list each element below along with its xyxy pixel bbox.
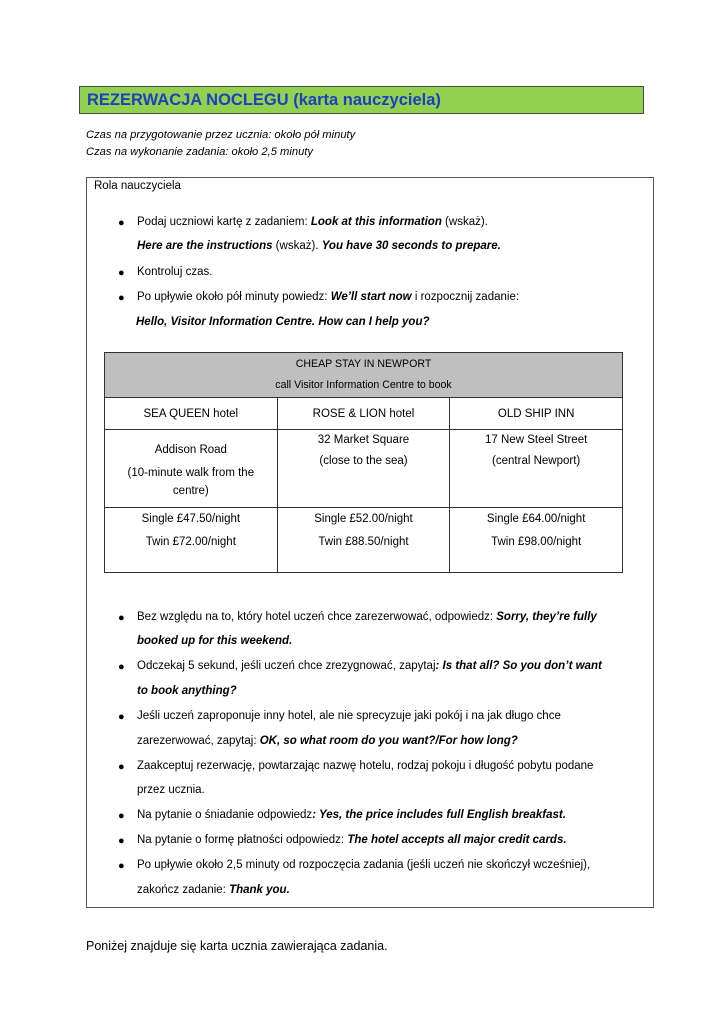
intro-bullet-1-cont: Here are the instructions (wskaż). You have 30 seconds to prepare. [137, 240, 501, 252]
bullet-icon: ● [118, 292, 125, 304]
instruction-7: Po upływie około 2,5 minuty od rozpoczęcia zadania (jeśli uczeń nie skończył wcześniej), [137, 859, 591, 871]
table-header [105, 353, 623, 398]
instruction-2: Odczekaj 5 sekund, jeśli uczeń chce zrezygnować, zapytaj: Is that all? So you don’t want [137, 660, 602, 672]
bullet-icon: ● [118, 217, 125, 229]
hotel-address: 32 Market Square (close to the sea) [277, 430, 450, 508]
instruction-2-cont: to book anything? [137, 685, 237, 697]
instruction-4: Zaakceptuj rezerwację, powtarzając nazwę hotelu, rodzaj pokoju i długość pobytu podane [137, 760, 594, 772]
bullet-icon: ● [118, 860, 125, 872]
teacher-role-box [86, 177, 654, 908]
bullet-icon: ● [118, 267, 125, 279]
bullet-icon: ● [118, 761, 125, 773]
table-subtitle: call Visitor Information Centre to book [275, 379, 452, 391]
intro-bullet-1: Podaj uczniowi kartę z zadaniem: Look at this information (wskaż). [137, 216, 488, 228]
prep-time: Czas na przygotowanie przez ucznia: około pół minuty [86, 129, 356, 141]
hotel-address: Addison Road (10-minute walk from the centre) [105, 430, 278, 508]
instruction-1: Bez względu na to, który hotel uczeń chce zarezerwować, odpowiedz: Sorry, they’re fully [137, 611, 597, 623]
intro-bullet-3: Po upływie około pół minuty powiedz: We’ll start now i rozpocznij zadanie: [137, 291, 520, 303]
page-title: REZERWACJA NOCLEGU (karta nauczyciela) [87, 90, 441, 109]
hotel-prices: Single £64.00/night Twin £98.00/night [450, 508, 623, 573]
instruction-6: Na pytanie o formę płatności odpowiedz: The hotel accepts all major credit cards. [137, 834, 567, 846]
table-title: CHEAP STAY IN NEWPORT [295, 358, 432, 370]
bullet-icon: ● [118, 835, 125, 847]
bullet-icon: ● [118, 661, 125, 673]
task-time: Czas na wykonanie zadania: około 2,5 minuty [86, 146, 313, 158]
intro-bullet-2: Kontroluj czas. [137, 266, 213, 278]
bullet-icon: ● [118, 612, 125, 624]
hotel-prices: Single £47.50/night Twin £72.00/night [105, 508, 278, 573]
hotel-name: OLD SHIP INN [450, 398, 623, 430]
instruction-7-cont: zakończ zadanie: Thank you. [137, 884, 290, 896]
hotel-name: ROSE & LION hotel [277, 398, 450, 430]
instruction-3: Jeśli uczeń zaproponuje inny hotel, ale nie sprecyzuje jaki pokój i na jak długo chce [137, 710, 561, 722]
instruction-1-cont: booked up for this weekend. [137, 635, 293, 647]
hotel-prices: Single £52.00/night Twin £88.50/night [277, 508, 450, 573]
instruction-4-cont: przez ucznia. [137, 784, 205, 796]
hotel-name: SEA QUEEN hotel [105, 398, 278, 430]
title-box [79, 86, 644, 114]
bullet-icon: ● [118, 711, 125, 723]
bullet-icon: ● [118, 810, 125, 822]
instruction-5: Na pytanie o śniadanie odpowiedz: Yes, the price includes full English breakfast. [137, 809, 566, 821]
role-label: Rola nauczyciela [94, 180, 181, 192]
hotels-table [104, 352, 623, 573]
hotel-address: 17 New Steel Street (central Newport) [450, 430, 623, 508]
intro-bullet-3-cont: Hello, Visitor Information Centre. How can I help you? [136, 316, 430, 328]
footer-note: Poniżej znajduje się karta ucznia zawierająca zadania. [86, 939, 388, 953]
instruction-3-cont: zarezerwować, zapytaj: OK, so what room do you want?/For how long? [137, 735, 518, 747]
